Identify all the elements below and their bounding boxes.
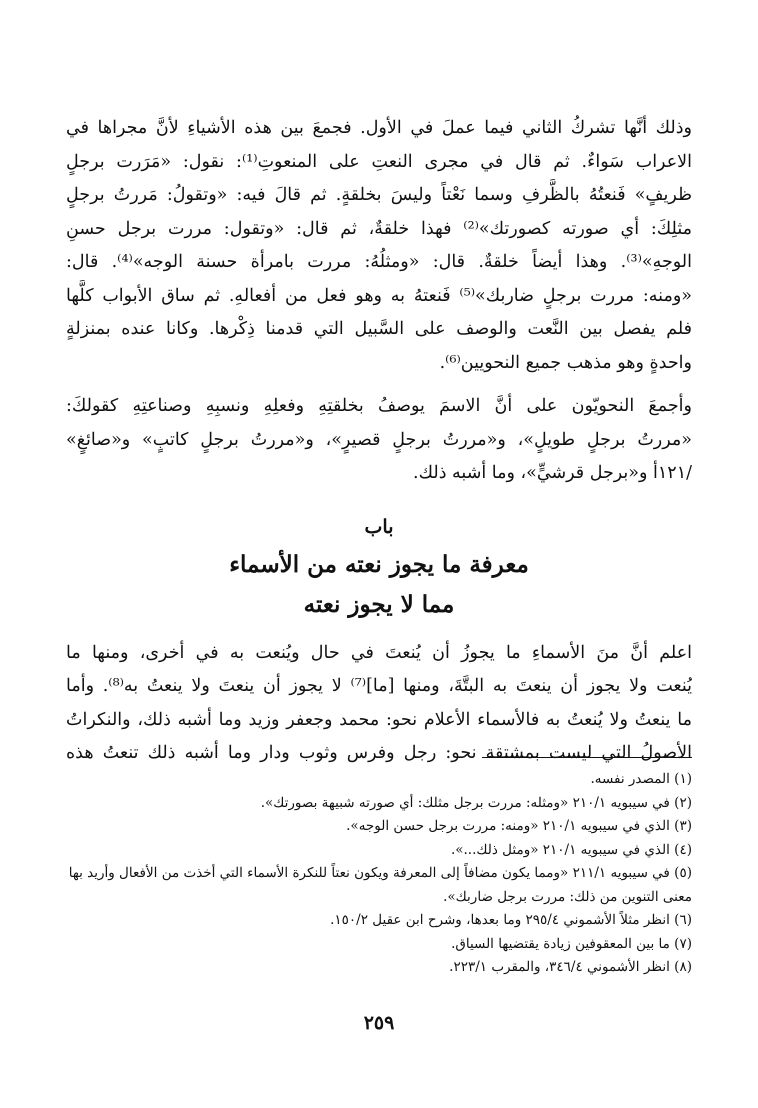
chapter-title: معرفة ما يجوز نعته من الأسماء <box>229 550 529 578</box>
text-line: يُنعت ولا يجوز أن ينعتَ به البتَّةَ، ومنها [ما]⁽⁷⁾ لا يجوز أن ينعتَ ولا ينعتُ به⁽⁸⁾. وأما <box>66 676 692 696</box>
paragraph-2 <box>66 390 692 491</box>
text-line: ظريفٍ» فَنعتُهُ بالظَّرفِ وسما نَعْتاً وليسَ بخلقةٍ. ثم قالَ فيه: «وتقولُ: مَررتُ برجلٍ <box>66 185 692 205</box>
footnote: (٣) الذي في سيبويه ٢١٠/١ «ومنه: مررت برجل حسن الوجه». <box>346 818 692 834</box>
footnote: (٥) في سيبويه ٢١١/١ «ومما يكون مضافاً إلى المعرفة ويكون نعتاً للنكرة الأسماء التي أخذت من الأفعال وأريد بها معنى التنوين من ذلك: مررت برجل ضاربك». <box>68 865 692 905</box>
footnote: (٦) انظر مثلاً الأشموني ٢٩٥/٤ وما بعدها، وشرح ابن عقيل ١٥٠/٢. <box>330 912 692 928</box>
text-line: وذلك أنَّها تشركُ الثاني فيما عملَ في الأول. فجمعَ بين هذه الأشياءِ لأنَّ مجراها في <box>66 118 692 138</box>
footnote: (١) المصدر نفسه. <box>590 771 692 787</box>
footnote: (٨) انظر الأشموني ٣٤٦/٤، والمقرب ٢٢٣/١. <box>449 959 692 975</box>
chapter-heading <box>66 509 692 625</box>
paragraph-1 <box>66 112 692 380</box>
text-line: فلم يفصل بين النَّعت والوصف على السَّبيل التي قدمنا ذِكْرها. وكانا عنده بمنزلةٍ <box>66 319 692 339</box>
text-line: مثلِكَ: أي صورته كصورتك»⁽²⁾ فهذا خلقةٌ، ثم قال: «وتقول: مررت برجل حسنِ <box>66 218 692 239</box>
footnote: (٤) الذي في سيبويه ٢١٠/١ «ومثل ذلك...». <box>450 841 692 858</box>
footnote: (٧) ما بين المعقوفين زيادة يقتضيها السياق. <box>451 935 692 952</box>
text-line: اعلم أنَّ منَ الأسماءِ ما يجوزُ أن يُنعتَ في حال ويُنعت به في أخرى، ومنها ما <box>66 642 692 663</box>
text-line: الاعراب سَواءٌ. ثم قال في مجرى النعتِ على المنعوتِ⁽¹⁾: نقول: «مَرَرت برجلٍ <box>66 151 692 172</box>
footnotes <box>66 768 692 980</box>
text-line: «مررتُ برجلٍ طويلٍ»، و«مررتُ برجلٍ قصيرٍ»، و«مررتُ برجلٍ كاتبٍ» و«صائغٍ» <box>66 429 692 450</box>
text-line: الوجهِ»⁽³⁾. وهذا أيضاً خلقةٌ. قال: «ومثلُهُ: مررت بامرأة حسنة الوجه»⁽⁴⁾. قال: <box>66 252 692 272</box>
paragraph-3 <box>66 637 692 771</box>
text-line: وأجمعَ النحويّون على أنَّ الاسمَ يوصفُ بخلقتِهِ وفعلِهِ ونسبِهِ وصناعتِهِ كقولكَ: <box>66 396 692 416</box>
text-line: «ومنه: مررت برجلٍ ضاربك»⁽⁵⁾ فَنعتهُ به وهو فعل من أفعالهِ. ثم ساق الأبواب كلَّها <box>66 285 692 306</box>
text-line: واحدةٍ وهو مذهب جميع النحويين⁽⁶⁾. <box>439 352 692 373</box>
text-line: ما ينعتُ ولا يُنعتُ به فالأسماء الأعلام نحو: محمد وجعفر وزيد وما أشبه ذلك، والنكراتُ <box>66 709 692 730</box>
footnote-separator <box>482 757 692 758</box>
chapter-label: باب <box>364 515 394 538</box>
footnote: (٢) في سيبويه ٢١٠/١ «ومثله: مررت برجل مثلك: أي صورته شبيهة بصورتك». <box>260 794 692 811</box>
chapter-subtitle: مما لا يجوز نعته <box>303 590 455 618</box>
text-line: /١٢١أ و«برجل قرشيٍّ»، وما أشبه ذلك. <box>413 463 692 483</box>
page-number: ٢٥٩ <box>363 1012 395 1034</box>
text-line: الأصولُ التي ليست بمشتقة نحو: رجل وفرس وثوب ودار وما أشبه ذلك تنعتُ هذه <box>66 743 692 763</box>
